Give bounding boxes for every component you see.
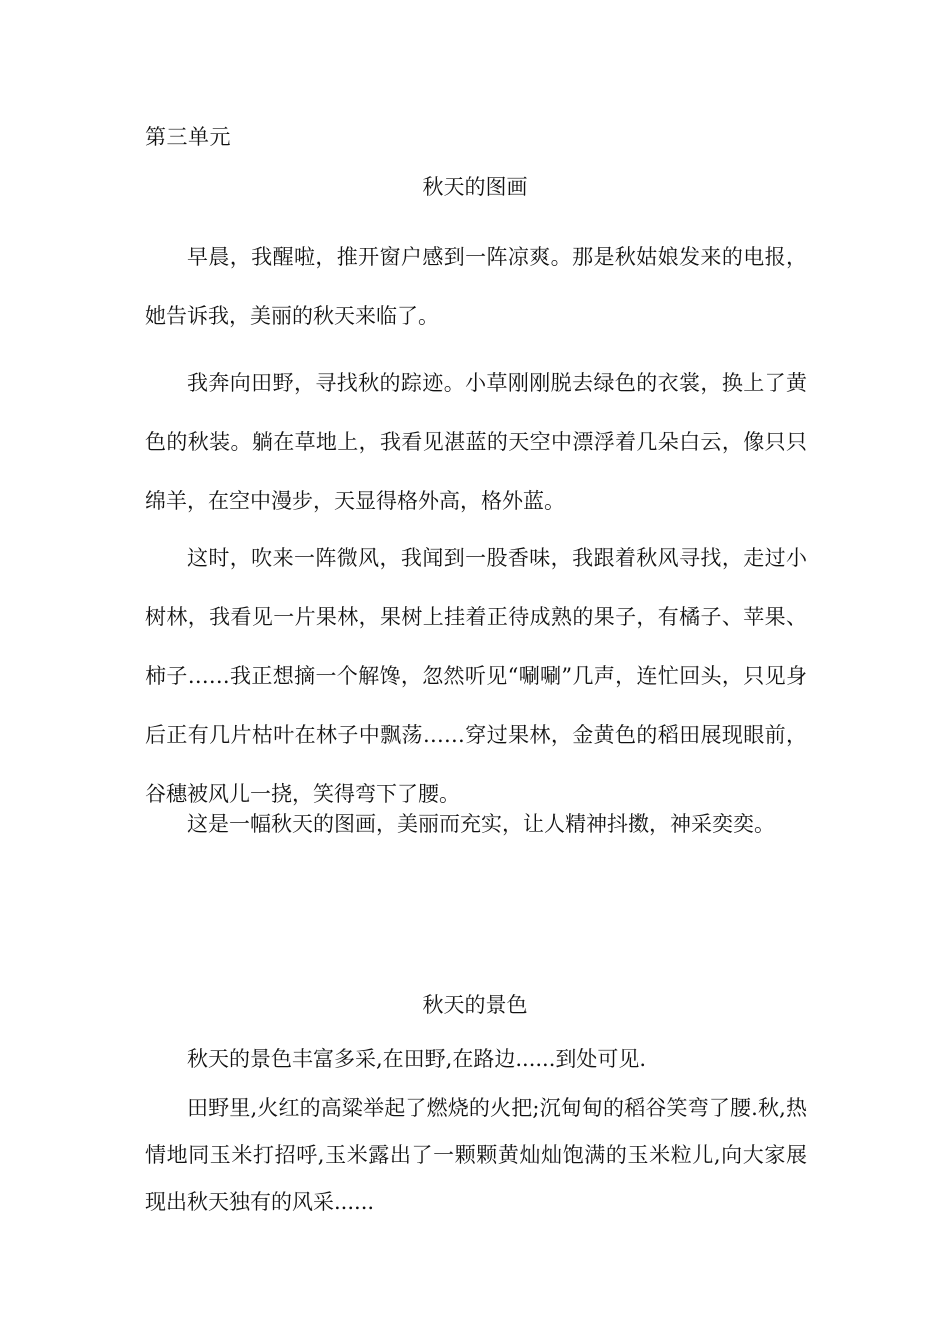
- essay2-paragraph-2: 田野里,火红的高粱举起了燃烧的火把;沉甸甸的稻谷笑弯了腰.秋,热情地同玉米打招呼,玉米露出了一颗颗黄灿灿饱满的玉米粒儿,向大家展现出秋天独有的风采......: [145, 1096, 807, 1214]
- essay1-paragraph-4: 这是一幅秋天的图画，美丽而充实，让人精神抖擞，神采奕奕。: [187, 812, 775, 836]
- essay1-paragraph-2: 我奔向田野，寻找秋的踪迹。小草刚刚脱去绿色的衣裳，换上了黄色的秋装。躺在草地上，我看见湛蓝的天空中漂浮着几朵白云，像只只绵羊，在空中漫步，天显得格外高，格外蓝。: [145, 371, 807, 513]
- essay-title-autumn-scenery: 秋天的景色: [422, 993, 528, 1017]
- essay1-paragraph-3: 这时，吹来一阵微风，我闻到一股香味，我跟着秋风寻找，走过小树林，我看见一片果林，果树上挂着正待成熟的果子，有橘子、苹果、柿子……我正想摘一个解馋，忽然听见“唰唰”几声，连忙回头，只见身后正有几片枯叶在林子中飘荡……穿过果林，金黄色的稻田展现眼前，谷穗被风儿一挠，笑得弯下了腰。: [145, 546, 807, 806]
- unit-heading: 第三单元: [145, 125, 231, 149]
- essay1-paragraph-1: 早晨，我醒啦，推开窗户感到一阵凉爽。那是秋姑娘发来的电报，她告诉我，美丽的秋天来临了。: [145, 245, 807, 328]
- essay-title-autumn-picture: 秋天的图画: [422, 175, 528, 199]
- essay2-paragraph-1: 秋天的景色丰富多采,在田野,在路边......到处可见.: [187, 1047, 647, 1071]
